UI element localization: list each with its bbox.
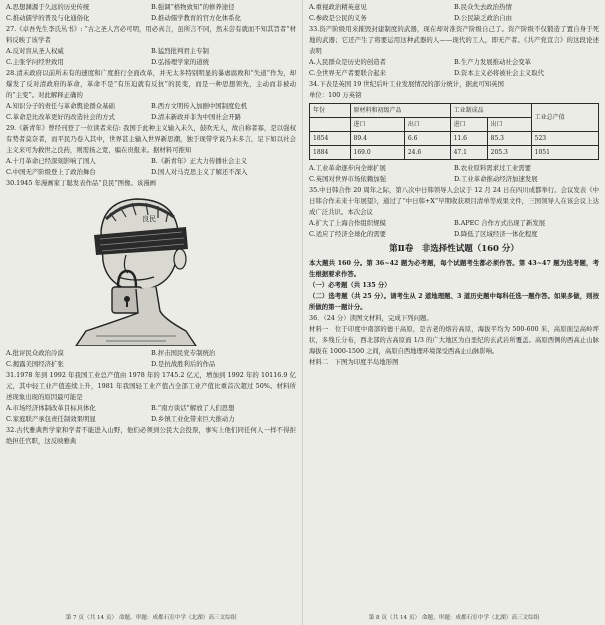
q33-option-c: C.全世界无产者要联合起来 bbox=[309, 69, 386, 77]
q34-option-b: B.农业原料需求过工业需要 bbox=[454, 164, 532, 172]
q32-option-c: C.参政是公民的义务 bbox=[309, 14, 367, 22]
q33-options-row1 bbox=[309, 57, 599, 68]
page-right bbox=[303, 0, 605, 625]
cell-total: 1051 bbox=[531, 146, 598, 160]
q28-option-d: D.清末新政并非为中国社会开路 bbox=[151, 113, 242, 121]
header-year: 年份 bbox=[310, 104, 351, 118]
q33-options-row2 bbox=[309, 68, 599, 79]
q35-option-c: C.适应了经济全球化的需要 bbox=[309, 230, 386, 238]
q32-option-d: D.公民缺乏政治自由 bbox=[454, 14, 513, 22]
subheader-ind-import: 进口 bbox=[450, 118, 487, 132]
cell-year: 1854 bbox=[310, 132, 351, 146]
q30-stem: 30.1945 年漫画家丁聪发表作品“良民”图像。该漫画 bbox=[6, 179, 157, 187]
q27-options-row1 bbox=[6, 46, 296, 57]
left-page-footer: 第 7 页（共 14 页） 命题、审题：成都石室中学（北湖）高三文综组 bbox=[65, 615, 237, 621]
q35-stem: 35.中日韩合作 20 周年之际，第八次中日韩领导人会议于 12 月 24 日在四川成都举行。会议发表《中日韩合作未来十年展望》，通过了“中日韩+X”早期收获项目清单等成果文件，三国领导人在该会议上达成广泛共识。本次会议 bbox=[309, 186, 599, 216]
q29-option-a: A.十月革命已经深刻影响了国人 bbox=[6, 157, 96, 165]
subheader-raw-import: 进口 bbox=[350, 118, 404, 132]
q28-option-a: A.知识分子的责任与革命舆论群众基础 bbox=[6, 102, 115, 110]
q32-option-b: B.民众失去政治热情 bbox=[454, 3, 512, 11]
q34-options-row1 bbox=[309, 163, 599, 174]
q30-option-a: A.批评民众政治冷漠 bbox=[6, 349, 64, 357]
cell-total: 523 bbox=[531, 132, 598, 146]
q26-options-row1 bbox=[6, 2, 296, 13]
q31-option-c: C.家庭联产承包责任制效果明显 bbox=[6, 415, 96, 423]
q32-options-row2 bbox=[309, 13, 599, 24]
q33-stem: 33.资产阶级用来摧毁封建制度的武器，现在却对准资产阶级自己了。资产阶级不仅锻造了置自身于死地的武器；它还产生了将要运用这种武器的人——现代的工人，即无产者。《共产党宣言》的这段论述表明 bbox=[309, 25, 599, 55]
cell-year: 1884 bbox=[310, 146, 351, 160]
q29-stem: 29.《新青年》曾经刊登了一位读者来信: 我国于此种主义输入未久，鼓吹无人，故自称者寡，是以强权有势者莫奈者，而平民乃卷入其中，世界甚主输入世界新思潮，独于现带学说乃未多言，足下如以社会主义来可为救世之良药，则需扬之宽，编在贵报来。据材料可推知 bbox=[6, 124, 296, 154]
cartoon-liangmin-image bbox=[56, 191, 206, 346]
q28-stem: 28.清末政府以前所未有的速度和广度推行全面改革，并无太多特别明显的暴虐腐败和“失道”作为，却爆发了反对清政府的革命，革命不是“有压迫就有反抗”的民变，而是一种思想领先，主动而非被动的“主变”。对此解释正确的 bbox=[6, 69, 296, 99]
q30-option-d: D.是抗战胜利后的作品 bbox=[151, 360, 216, 368]
q26-option-b: B.强调“格物致知”的修养途径 bbox=[151, 3, 235, 11]
q34-stem: 34.下表是英国 19 世纪后叶工业发展情况的部分统计，据此可知英国 bbox=[309, 80, 504, 88]
q27-option-b: B.猛烈批判君主专制 bbox=[151, 47, 209, 55]
subheader-ind-export: 出口 bbox=[487, 118, 531, 132]
q31-option-a: A.市场经济体制改革目标具体化 bbox=[6, 404, 96, 412]
q29-options-row2 bbox=[6, 167, 296, 178]
q35-option-b: B.APEC 合作方式出现了新发展 bbox=[454, 219, 546, 227]
svg-text:良民: 良民 bbox=[142, 215, 156, 223]
header-raw-materials: 原材料和初级产品 bbox=[350, 104, 450, 118]
cell-raw-export: 24.6 bbox=[404, 146, 450, 160]
q30-option-c: C.揭露美国经济扩张 bbox=[6, 360, 64, 368]
q35-options-row2 bbox=[309, 229, 599, 240]
elective-heading: （二）选考题（共 25 分）。请考生从 2 道地理题、3 道历史题中每科任选一题作答。如果多做，则按所做的第一题计分。 bbox=[309, 292, 599, 311]
right-page-footer: 第 8 页（共 14 页） 命题、审题：成都石室中学（北湖）高三文综组 bbox=[368, 615, 540, 621]
q29-option-c: C.中国无产阶级登上了政治舞台 bbox=[6, 168, 96, 176]
q28-option-c: C.革命是比改革更好的改造社会的方式 bbox=[6, 113, 115, 121]
q34-option-a: A.工业革命逐步向全球扩展 bbox=[309, 164, 386, 172]
table-header-row bbox=[310, 104, 599, 118]
cell-raw-import: 89.4 bbox=[350, 132, 404, 146]
q35-option-d: D.降低了区域经济一体化程度 bbox=[454, 230, 538, 238]
subheader-empty bbox=[310, 118, 351, 132]
q34-option-c: C.英国对世界市场依赖加强 bbox=[309, 175, 386, 183]
table-unit: 单位：100 万英镑 bbox=[309, 91, 362, 99]
page-left bbox=[0, 0, 302, 625]
stats-table bbox=[309, 103, 599, 160]
q35-options-row1 bbox=[309, 218, 599, 229]
section-intro: 本大题共 160 分。第 36~42 题为必考题，每个试题考生都必须作答。第 43~47 题为选考题，考生根据要求作答。 bbox=[309, 259, 599, 278]
q31-options-row2 bbox=[6, 414, 296, 425]
q32-options-row1 bbox=[309, 2, 599, 13]
table-row bbox=[310, 146, 599, 160]
q26-option-d: D.推动儒学教育的官方化体系化 bbox=[151, 14, 242, 22]
q31-stem: 31.1978 年到 1992 年我国工业总产值由 1978 年的 1745.2 亿元，增加到 1992 年的 10116.9 亿元，其中轻工业产值连续上升，1981 年我国轻工业产值占全部工业产值比重首次超过 50%。材料所述现象出现的原因最可能是 bbox=[6, 371, 296, 401]
right-column bbox=[309, 2, 599, 368]
q36-stem: 36．（24 分）读图文材料，完成下列问题。 bbox=[309, 314, 433, 322]
q33-option-b: B.生产力发展推动社会变革 bbox=[454, 58, 532, 66]
subheader-raw-export: 出口 bbox=[404, 118, 450, 132]
cell-ind-export: 85.3 bbox=[487, 132, 531, 146]
q27-option-c: C.主张学问经世致用 bbox=[6, 58, 64, 66]
q26-options-row2 bbox=[6, 13, 296, 24]
q29-option-b: B.《新青年》正大力传播社会主义 bbox=[151, 157, 248, 165]
cell-ind-import: 11.6 bbox=[450, 132, 487, 146]
q33-option-d: D.资本主义必将被社会主义取代 bbox=[454, 69, 545, 77]
q32-stem: 32.古代雅典哲学家和学者不能进入山野，他们必须到公民大会投票，事实上他们同任何人一样不得拒绝担任官职，这反映雅典 bbox=[6, 426, 296, 445]
q35-option-a: A.扩大了上海合作组织规模 bbox=[309, 219, 386, 227]
header-total-output: 工业总产值 bbox=[531, 104, 598, 132]
q30-options-row2 bbox=[6, 359, 296, 370]
q31-options-row1 bbox=[6, 403, 296, 414]
q27-option-a: A.反对盲从圣人权威 bbox=[6, 47, 64, 55]
header-industrial-goods: 工业制成品 bbox=[450, 104, 531, 118]
q27-option-d: D.弘扬理学家的道统 bbox=[151, 58, 210, 66]
table-row bbox=[310, 132, 599, 146]
q31-option-d: D.乡镇工业化带来巨大推动力 bbox=[151, 415, 235, 423]
q33-option-a: A.人民群众是历史的创造者 bbox=[309, 58, 386, 66]
cell-ind-import: 47.1 bbox=[450, 146, 487, 160]
left-column bbox=[6, 2, 296, 447]
q29-options-row1 bbox=[6, 156, 296, 167]
q29-option-d: D.国人对马克思主义了解还不深入 bbox=[151, 168, 248, 176]
q28-option-b: B.西方文明传入加剧中国制度危机 bbox=[151, 102, 248, 110]
q27-options-row2 bbox=[6, 57, 296, 68]
q34-option-d: D.工业革命推动经济加速发展 bbox=[454, 175, 538, 183]
q27-stem: 27.《卓吾先生李氏丛书》: “古之圣人宫必可明，用必真言，虽所言不同，然未尝有就而不知其旨者”材料反映了该学者 bbox=[6, 25, 296, 44]
cell-ind-export: 205.3 bbox=[487, 146, 531, 160]
cell-raw-export: 6.6 bbox=[404, 132, 450, 146]
q31-option-b: B.“南方谈话”解放了人们思想 bbox=[151, 404, 235, 412]
q28-options-row1 bbox=[6, 101, 296, 112]
q26-option-c: C.推动儒学的普及与化通俗化 bbox=[6, 14, 90, 22]
material-one: 材料一 位于印度中南部的德干高原，是古老的熔岩高原，海拔平均为 500-600 米，高原面呈高岭坪状，多残丘分布，西北部的古高原面 1/3 的广大地区为白垩纪的玄武岩所覆盖。高原西侧的西高止山脉海拔在 1000-1500 之间，高原自西地理环境深受西高止山脉影响。 bbox=[309, 326, 599, 355]
q30-option-b: B.抨击国民党专制统治 bbox=[151, 349, 216, 357]
section-title: 第Ⅱ卷 非选择性试题（160 分） bbox=[389, 244, 519, 254]
cell-raw-import: 169.0 bbox=[350, 146, 404, 160]
q26-option-a: A.思想渊源于久远的历史传统 bbox=[6, 3, 90, 11]
q34-options-row2 bbox=[309, 174, 599, 185]
material-two: 材料二 下图为印度半岛地形图 bbox=[309, 358, 399, 366]
q28-options-row2 bbox=[6, 112, 296, 123]
required-heading: （一）必考题（共 135 分） bbox=[309, 281, 391, 289]
q32-option-a: A.重视政治精英意见 bbox=[309, 3, 367, 11]
q30-options-row1 bbox=[6, 348, 296, 359]
